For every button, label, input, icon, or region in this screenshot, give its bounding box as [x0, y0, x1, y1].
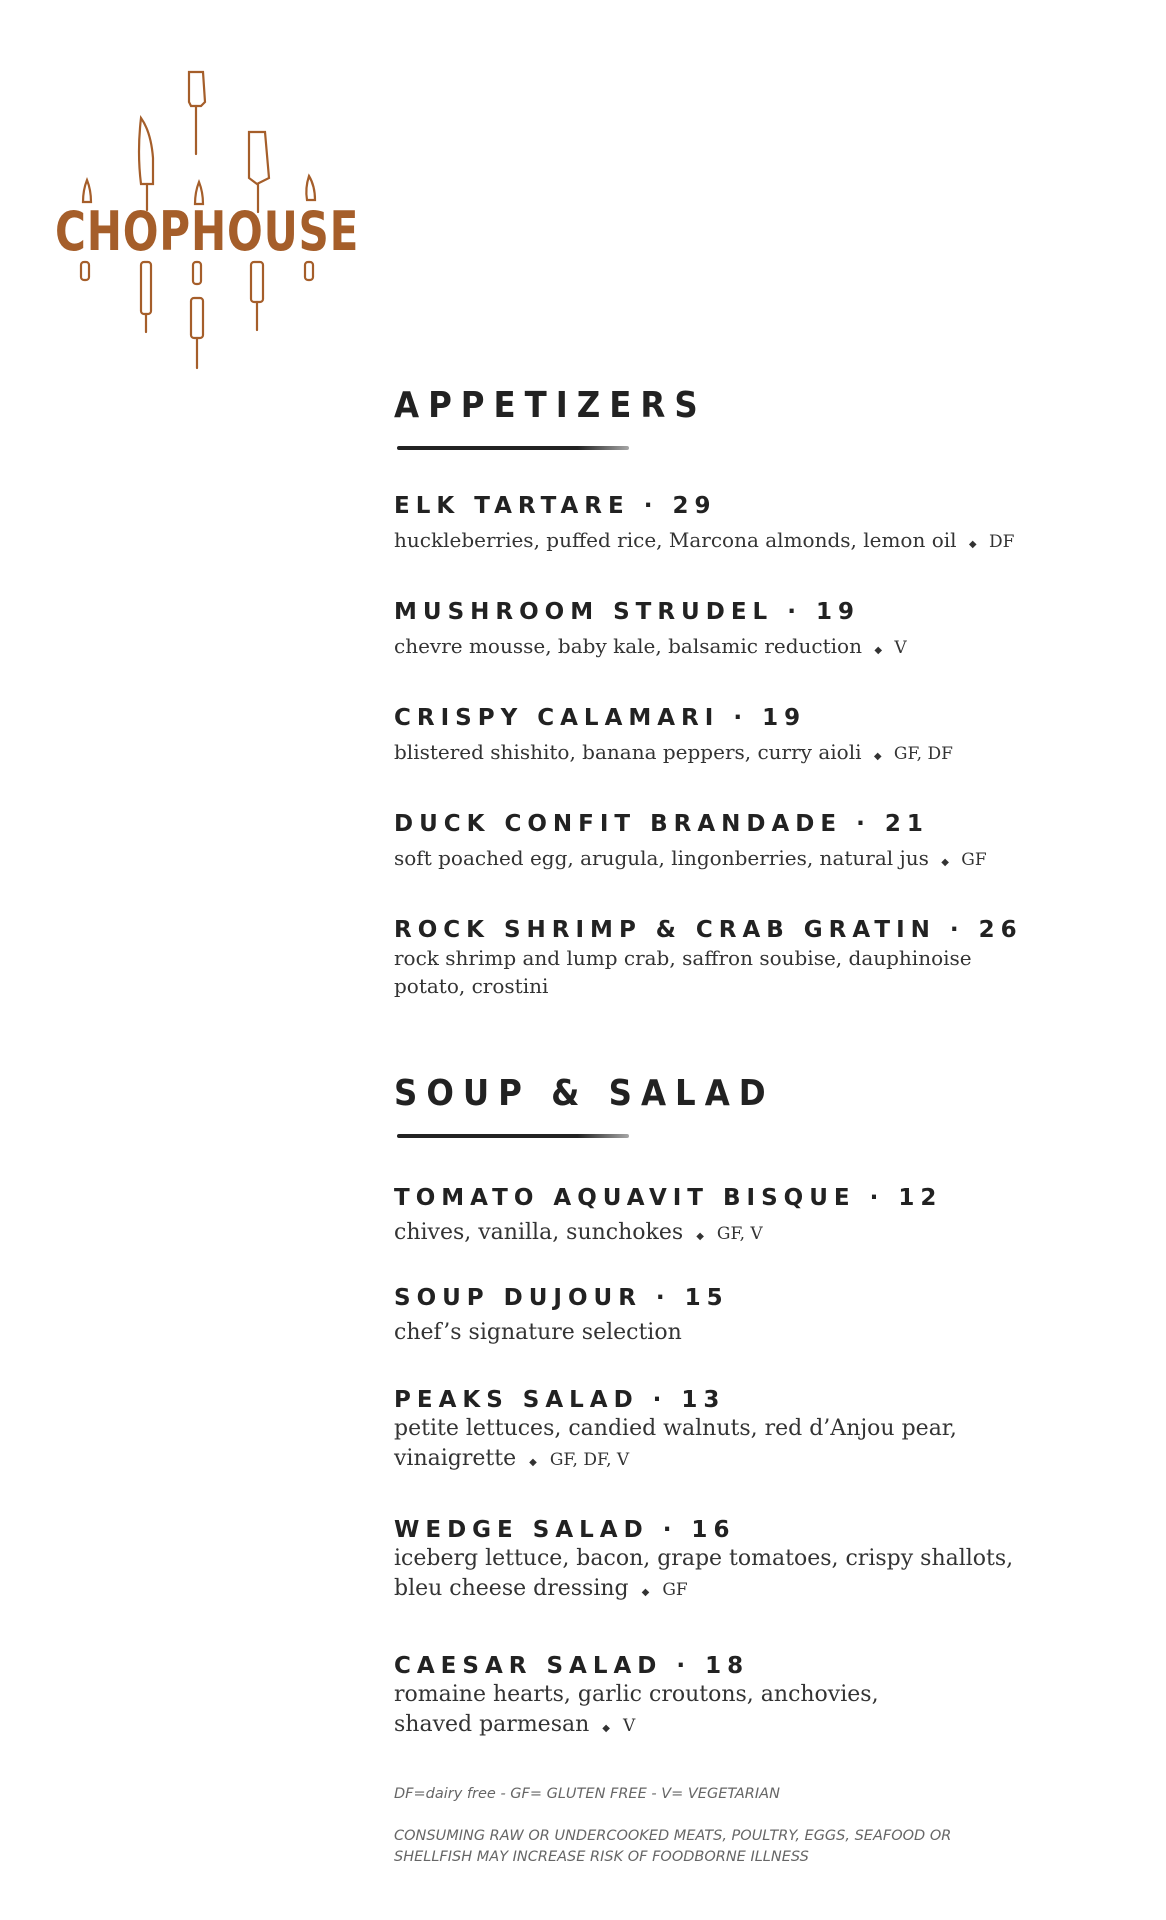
menu-item-description [394, 738, 1074, 771]
menu-item-title: CAESAR SALAD · 18 [394, 1653, 750, 1679]
menu-item-title: TOMATO AQUAVIT BISQUE · 12 [394, 1185, 943, 1211]
menu-item-description [394, 1318, 1074, 1348]
menu-item-wedge-salad [394, 1516, 1044, 1608]
dietary-tags: GF [662, 1580, 688, 1600]
menu-item-description [394, 1680, 914, 1744]
menu-item-description [394, 944, 994, 1000]
menu-item-description [394, 1544, 1044, 1608]
menu-item-title: ROCK SHRIMP & CRAB GRATIN · 26 [394, 917, 1023, 943]
menu-item-title: CRISPY CALAMARI · 19 [394, 705, 807, 731]
description-text: romaine hearts, garlic croutons, anchovies, shaved parmesan [394, 1682, 879, 1737]
menu-item-title: WEDGE SALAD · 16 [394, 1517, 736, 1543]
diamond-separator-icon: ◆ [602, 1723, 610, 1734]
menu-item-description [394, 526, 1074, 559]
menu-item-description [394, 844, 1074, 877]
dietary-tags: GF [961, 850, 987, 870]
dietary-tags: V [622, 1716, 636, 1736]
dietary-tags: DF [988, 532, 1015, 552]
section-divider [397, 1134, 629, 1138]
description-text: chives, vanilla, sunchokes [394, 1220, 684, 1245]
dietary-tags: GF, DF [893, 744, 953, 764]
menu-item-description [394, 1218, 1074, 1252]
appetizers-section [394, 384, 1094, 998]
menu-item-title: SOUP DUJOUR · 15 [394, 1285, 729, 1311]
menu-item-description [394, 1414, 1034, 1478]
description-text: blistered shishito, banana peppers, curry aioli [394, 740, 862, 764]
menu-item-soup-dujour [394, 1284, 1074, 1348]
description-text: huckleberries, puffed rice, Marcona almonds, lemon oil [394, 528, 957, 552]
section-heading-soup-salad: SOUP & SALAD [394, 1073, 775, 1114]
diamond-separator-icon: ◆ [529, 1457, 537, 1468]
diamond-separator-icon: ◆ [874, 645, 883, 656]
menu-item-duck-confit-brandade [394, 810, 1074, 877]
menu-item-description [394, 632, 1074, 665]
menu-item-caesar-salad [394, 1652, 914, 1744]
description-text: soft poached egg, arugula, lingonberries, natural jus [394, 846, 929, 870]
menu-item-title: PEAKS SALAD · 13 [394, 1387, 726, 1413]
logo-wordmark: CHOPHOUSE [55, 200, 360, 263]
chophouse-logo [55, 62, 360, 402]
dietary-tags: GF, DF, V [549, 1450, 630, 1470]
menu-item-rock-shrimp-crab-gratin [394, 916, 1023, 1000]
menu-item-title: MUSHROOM STRUDEL · 19 [394, 599, 860, 625]
dietary-tags: V [894, 638, 907, 658]
menu-item-tomato-aquavit-bisque [394, 1184, 1074, 1252]
food-safety-warning: CONSUMING RAW OR UNDERCOOKED MEATS, POULTRY, EGGS, SEAFOOD OR SHELLFISH MAY INCREASE RISK OF FOODBORNE ILLNESS [394, 1828, 952, 1865]
menu-item-title: ELK TARTARE · 29 [394, 493, 717, 519]
section-heading-appetizers: APPETIZERS [394, 385, 707, 426]
section-divider [397, 446, 629, 450]
description-text: chef’s signature selection [394, 1320, 682, 1345]
diamond-separator-icon: ◆ [968, 539, 977, 550]
menu-item-peaks-salad [394, 1386, 1034, 1478]
menu-item-elk-tartare [394, 492, 1074, 559]
diamond-separator-icon: ◆ [873, 751, 882, 762]
menu-item-mushroom-strudel [394, 598, 1074, 665]
dietary-legend: DF=dairy free - GF= GLUTEN FREE - V= VEGETARIAN [394, 1786, 780, 1802]
diamond-separator-icon: ◆ [641, 1587, 650, 1598]
description-text: rock shrimp and lump crab, saffron soubise, dauphinoise potato, crostini [394, 946, 972, 998]
menu-item-crispy-calamari [394, 704, 1074, 771]
description-text: chevre mousse, baby kale, balsamic reduction [394, 634, 862, 658]
diamond-separator-icon: ◆ [696, 1231, 704, 1242]
dietary-tags: GF, V [716, 1224, 763, 1244]
description-text: petite lettuces, candied walnuts, red d’Anjou pear, vinaigrette [394, 1416, 957, 1471]
menu-item-title: DUCK CONFIT BRANDADE · 21 [394, 811, 929, 837]
soup-salad-section [394, 1072, 1094, 1737]
description-text: iceberg lettuce, bacon, grape tomatoes, crispy shallots, bleu cheese dressing [394, 1546, 1014, 1601]
diamond-separator-icon: ◆ [941, 857, 949, 868]
